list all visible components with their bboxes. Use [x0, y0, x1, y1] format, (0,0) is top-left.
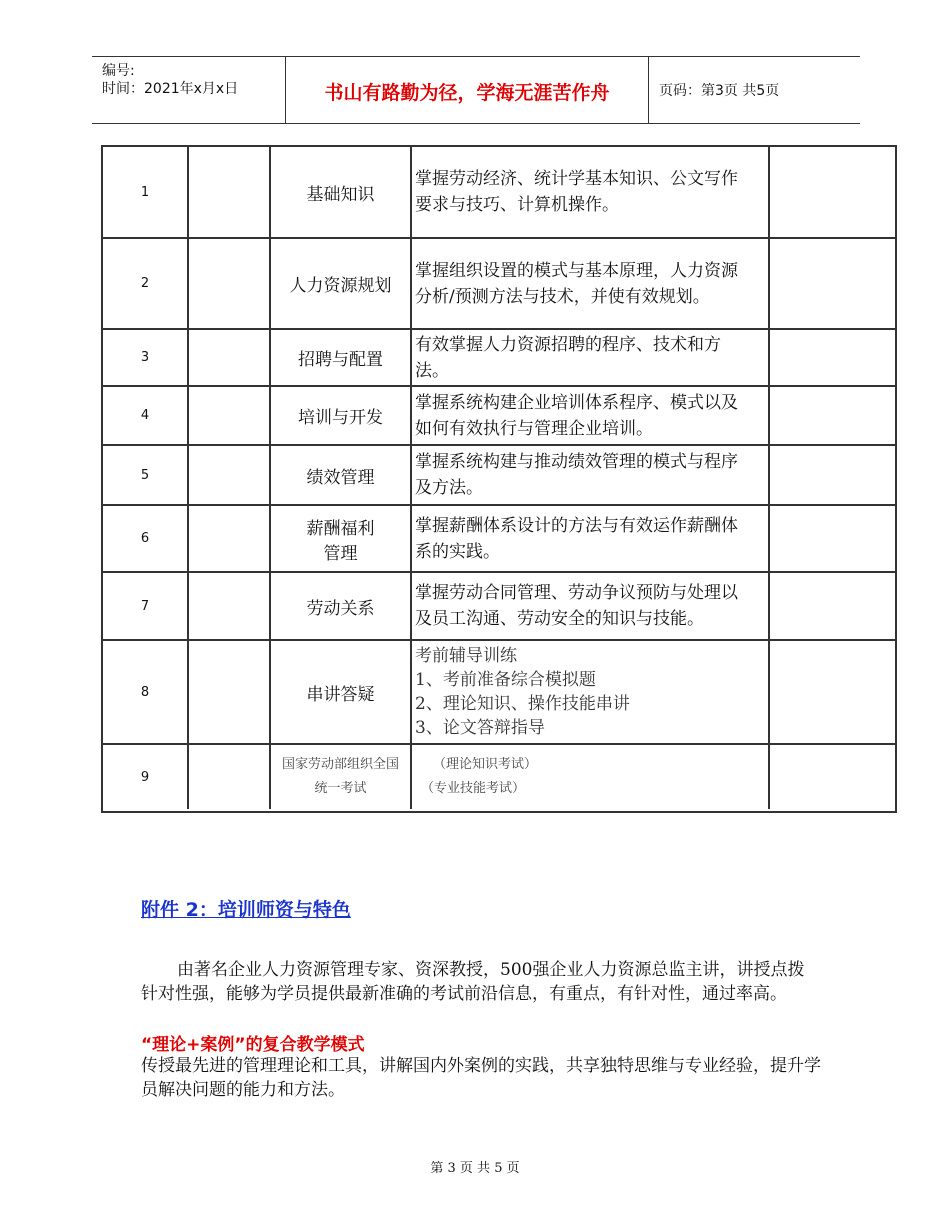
- objective-cell: [412, 387, 770, 444]
- row-number: 4: [103, 387, 189, 444]
- objective-line: （专业技能考试）: [421, 781, 526, 796]
- objective-line: 考前辅导训练: [415, 646, 517, 666]
- objective-cell: [412, 641, 770, 743]
- objective-cell: [412, 573, 770, 639]
- objective-line: 掌握劳动合同管理、劳动争议预防与处理以: [415, 583, 738, 603]
- empty-cell: [189, 573, 271, 639]
- objective-line: 3、论文答辩指导: [415, 718, 545, 738]
- row-number: 9: [103, 745, 189, 809]
- subject-cell: 劳动关系: [271, 573, 412, 639]
- subject-cell: 培训与开发: [271, 387, 412, 444]
- remark-cell: [770, 446, 895, 504]
- teaching-mode-title: “理论+案例”的复合教学模式: [141, 1035, 365, 1055]
- objective-line: 1、考前准备综合模拟题: [415, 670, 596, 690]
- header-motto-cell: [286, 57, 649, 123]
- remark-cell: [770, 641, 895, 743]
- objective-line: 系的实践。: [415, 541, 500, 562]
- table-row: [103, 641, 895, 745]
- doc-number-label: 编号:: [102, 63, 135, 79]
- objective-line: 法。: [415, 360, 449, 381]
- header-page-cell: [649, 57, 859, 123]
- row-number: 8: [103, 641, 189, 743]
- objective-line: 及员工沟通、劳动安全的知识与技能。: [415, 609, 704, 629]
- empty-cell: [189, 506, 271, 571]
- attachment-paragraph: 由著名企业人力资源管理专家、资深教授，500强企业人力资源总监主讲，讲授点拨针对性强，能够为学员提供最新准确的考试前沿信息，有重点，有针对性，通过率高。: [141, 960, 805, 1004]
- doc-time-label: 时间：2021年x月x日: [102, 81, 239, 97]
- table-row: [103, 387, 895, 446]
- page-footer: 第 3 页 共 5 页: [430, 1161, 520, 1176]
- empty-cell: [189, 387, 271, 444]
- remark-cell: [770, 506, 895, 571]
- remark-cell: [770, 387, 895, 444]
- table-row: [103, 506, 895, 573]
- table-row: [103, 147, 895, 239]
- row-number: 3: [103, 330, 189, 385]
- remark-cell: [770, 573, 895, 639]
- table-row: [103, 446, 895, 506]
- subject-cell: 薪酬福利 管理: [271, 506, 412, 571]
- row-number: 6: [103, 506, 189, 571]
- subject-cell: 人力资源规划: [271, 239, 412, 328]
- table-row: [103, 573, 895, 641]
- objective-line: 有效掌握人力资源招聘的程序、技术和方: [415, 334, 721, 355]
- row-number: 7: [103, 573, 189, 639]
- remark-cell: [770, 239, 895, 328]
- empty-cell: [189, 330, 271, 385]
- empty-cell: [189, 239, 271, 328]
- objective-line: 掌握薪酬体系设计的方法与有效运作薪酬体: [415, 515, 738, 536]
- row-number: 2: [103, 239, 189, 328]
- objective-line: 分析/预测方法与技术，并使有效规划。: [415, 286, 710, 307]
- row-number: 1: [103, 147, 189, 237]
- table-row: [103, 330, 895, 387]
- objective-cell: [412, 745, 770, 809]
- objective-cell: [412, 147, 770, 237]
- objective-line: 掌握组织设置的模式与基本原理，人力资源: [415, 260, 738, 281]
- table-row: [103, 745, 895, 809]
- empty-cell: [189, 446, 271, 504]
- subject-cell: 串讲答疑: [271, 641, 412, 743]
- empty-cell: [189, 641, 271, 743]
- objective-line: 掌握系统构建与推动绩效管理的模式与程序: [415, 452, 738, 472]
- objective-cell: [412, 446, 770, 504]
- subject-cell: 招聘与配置: [271, 330, 412, 385]
- remark-cell: [770, 147, 895, 237]
- course-table: [101, 145, 897, 813]
- objective-cell: [412, 330, 770, 385]
- row-number: 5: [103, 446, 189, 504]
- empty-cell: [189, 147, 271, 237]
- objective-cell: [412, 239, 770, 328]
- objective-line: 掌握劳动经济、统计学基本知识、公文写作: [415, 169, 738, 189]
- header-meta: [92, 57, 286, 123]
- remark-cell: [770, 745, 895, 809]
- objective-line: 2、理论知识、操作技能串讲: [415, 694, 630, 714]
- subject-cell: 国家劳动部组织全国统一考试: [271, 745, 412, 809]
- attachment-title: 附件 2：培训师资与特色: [141, 899, 351, 921]
- objective-line: 要求与技巧、计算机操作。: [415, 195, 619, 215]
- objective-line: （理论知识考试）: [433, 757, 538, 772]
- remark-cell: [770, 330, 895, 385]
- subject-cell: 绩效管理: [271, 446, 412, 504]
- objective-cell: [412, 506, 770, 571]
- empty-cell: [189, 745, 271, 809]
- header-motto: 书山有路勤为径，学海无涯苦作舟: [324, 82, 610, 104]
- objective-line: 如何有效执行与管理企业培训。: [415, 418, 653, 439]
- header-page-number: 页码：第3页 共5页: [659, 83, 780, 99]
- objective-line: 及方法。: [415, 478, 483, 498]
- objective-line: 掌握系统构建企业培训体系程序、模式以及: [415, 392, 738, 413]
- table-row: [103, 239, 895, 330]
- teaching-mode-paragraph: 传授最先进的管理理论和工具，讲解国内外案例的实践，共享独特思维与专业经验，提升学员解决问题的能力和方法。: [141, 1056, 821, 1100]
- page-header: [92, 56, 860, 124]
- subject-cell: 基础知识: [271, 147, 412, 237]
